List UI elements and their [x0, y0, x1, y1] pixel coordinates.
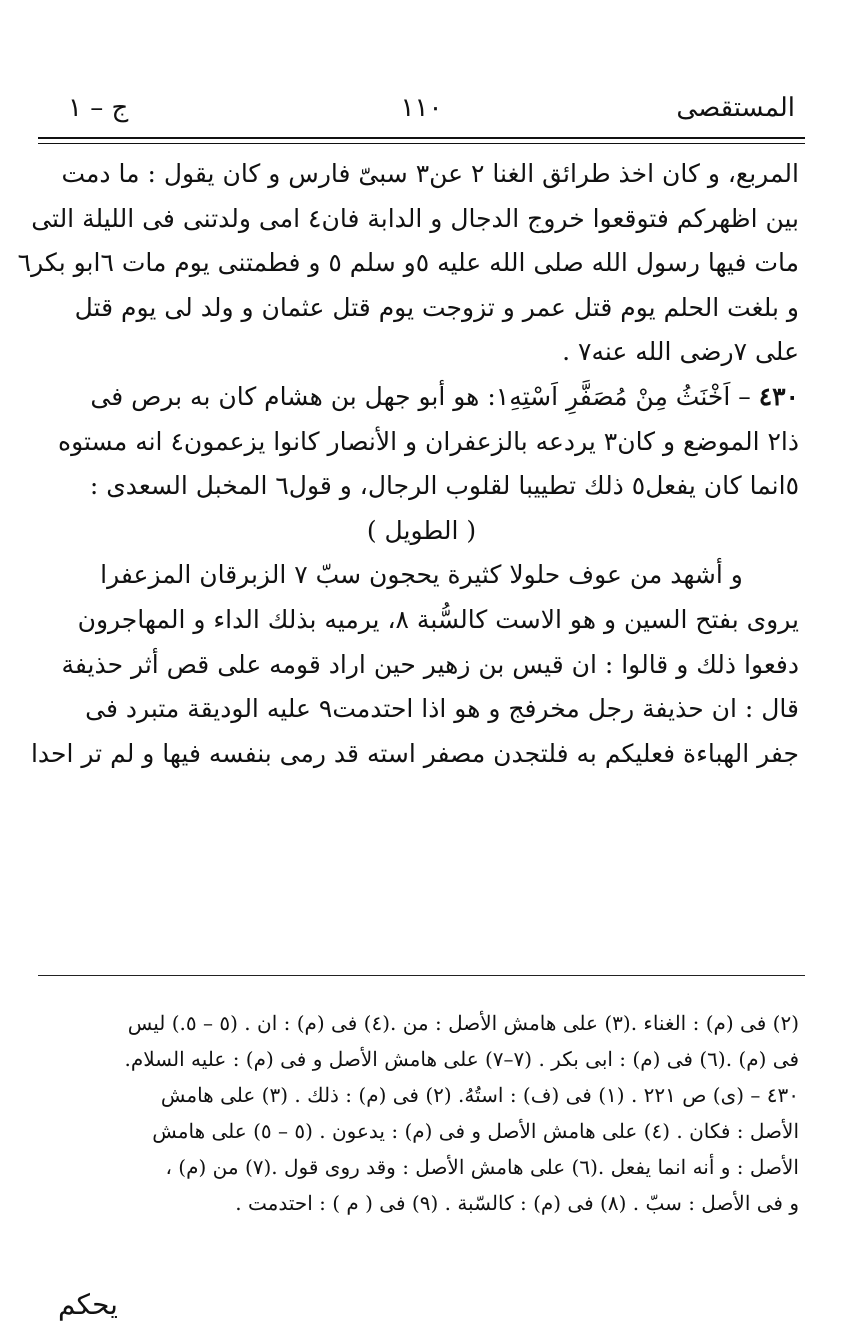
- text-line: دفعوا ذلك و قالوا : ان قيس بن زهير حين اراد قومه على قص أثر حذيفة: [61, 649, 799, 679]
- footnote-rule: [38, 975, 805, 976]
- catchword: يحكم: [58, 1288, 118, 1321]
- verse-line: و أشهد من عوف حلولا كثيرة يحجون سبّ ٧ الزبرقان المزعفرا: [100, 560, 743, 590]
- header-rule-thin: [38, 143, 805, 144]
- page-number: ١١٠: [400, 93, 443, 123]
- footnote-line: و فى الأصل : سبّ . (٨) فى (م) : كالسّبة . (٩) فى ( م ) : احتدمت .: [235, 1191, 799, 1215]
- footnote-line: الأصل : فكان . (٤) على هامش الأصل و فى (م) : يدعون . (٥ – ٥) على هامش: [152, 1119, 799, 1143]
- text-line: على ٧رضى الله عنه٧ .: [562, 337, 799, 367]
- text-line: قال : ان حذيفة رجل مخرفج و هو اذا احتدمت٩ عليه الوديقة متبرد فى: [85, 694, 799, 724]
- entry-heading-line: [44, 375, 799, 420]
- entry-number: ٤٣٠: [758, 381, 799, 411]
- text-line: ٥انما كان يفعل٥ ذلك تطييبا لقلوب الرجال، و قول٦ المخبل السعدى :: [89, 471, 799, 501]
- footnote-line: الأصل : و أنه انما يفعل .(٦) على هامش الأصل : وقد روى قول .(٧) من (م) ،: [165, 1155, 799, 1179]
- footnote-line: ٤٣٠ – (ى) ص ٢٢١ . (١) فى (ف) : استُهُ. (٢) فى (م) : ذلك . (٣) على هامش: [160, 1083, 799, 1107]
- entry-text: – اَخْنَثُ مِنْ مُصَفَّرِ اَسْتِهِ١: هو أبو جهل بن هشام كان به برص فى: [90, 381, 751, 411]
- text-line: و بلغت الحلم يوم قتل عمر و تزوجت يوم قتل عثمان و ولد لى يوم قتل: [74, 292, 799, 322]
- text-line: جفر الهباءة فعليكم به فلتجدن مصفر استه قد رمى بنفسه فيها و لم تر احدا: [30, 738, 799, 768]
- running-header: [40, 88, 803, 128]
- text-line: يروى بفتح السين و هو الاست كالسُّبة ٨، يرميه بذلك الداء و المهاجرون: [77, 604, 799, 634]
- text-line: بين اظهركم فتوقعوا خروج الدجال و الدابة فان٤ امى ولدتنى فى الليلة التى: [31, 203, 799, 233]
- header-rule-thick: [38, 137, 805, 139]
- volume-label: ج – ١: [68, 93, 129, 123]
- book-title: المستقصى: [676, 93, 795, 123]
- text-line: ذا٢ الموضع و كان٣ يردعه بالزعفران و الأنصار كانوا يزعمون٤ انه مستوه: [58, 426, 799, 456]
- footnote-line: (٢) فى (م) : الغناء .(٣) على هامش الأصل : من .(٤) فى (م) : ان . (٥ – ٥.) ليس: [127, 1011, 799, 1035]
- text-line: المربع، و كان اخذ طرائق الغنا ٢ عن٣ سبىّ فارس و كان يقول : ما دمت: [61, 159, 799, 188]
- text-line: مات فيها رسول الله صلى الله عليه ٥و سلم ٥ و فطمتنى يوم مات ٦ابو بكر٦: [17, 248, 799, 278]
- footnote-line: فى (م) .(٦) فى (م) : ابى بكر . (٧–٧) على هامش الأصل و فى (م) : عليه السلام.: [124, 1047, 799, 1071]
- footnotes: [44, 1005, 799, 1221]
- main-text: [17, 152, 799, 776]
- meter-label: ( الطويل ): [366, 515, 477, 545]
